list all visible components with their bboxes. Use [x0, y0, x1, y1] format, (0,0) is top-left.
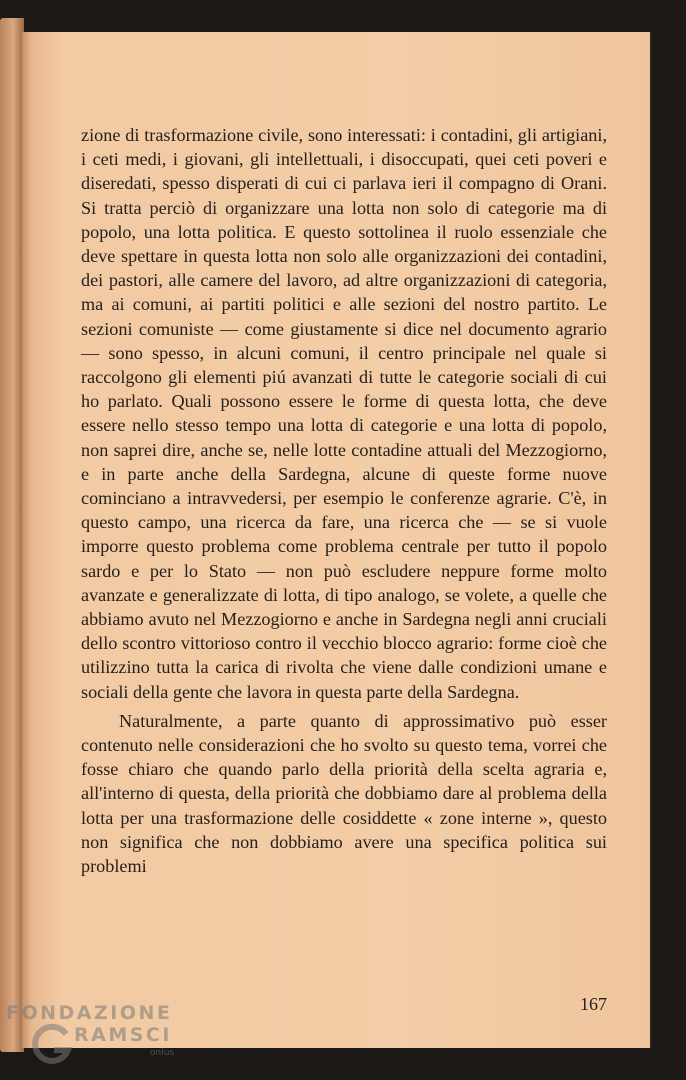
watermark-suffix: onlus: [150, 1048, 175, 1058]
previous-page-edge: [0, 18, 24, 1052]
page-number: 167: [580, 994, 607, 1014]
paragraph-2: Naturalmente, a parte quanto di approssimativo può esser contenuto nelle considerazioni che ho svolto su questo tema, vorrei che fosse chiaro che quando parlo della priorità della scelta agraria e, all'interno di questa, della priorità che dobbiamo dare al problema della lotta per una trasformazione delle cosiddette « zone interne », questo non significa che non dobbiamo avere una specifica politica sui problemi: [81, 710, 607, 877]
body-text: [81, 123, 607, 878]
watermark-line-1: FONDAZIONE: [6, 1002, 173, 1024]
fondazione-gramsci-watermark: [4, 1002, 244, 1078]
watermark-line-2: RAMSCI: [74, 1024, 172, 1046]
book-page: [22, 32, 650, 1048]
gramsci-g-logo-icon: [30, 1022, 76, 1068]
paragraph-1: zione di trasformazione civile, sono interessati: i contadini, gli artigiani, i ceti medi, i giovani, gli intellettuali, i disoccupati, quei ceti poveri e diseredati, spesso disperati di cui ci parlava ieri il compagno di Orani. Si tratta perciò di organizzare una lotta non solo di categorie ma di popolo, una lotta politica. E questo sottolinea il ruolo essenziale che deve spettare in questa lotta non solo alle organizzazioni dei contadini, dei pastori, alle camere del lavoro, ad altre organizzazioni di categoria, ma ai comuni, ai partiti politici e alle sezioni del nostro partito. Le sezioni comuniste — come giustamente si dice nel documento agrario — sono spesso, in alcuni comuni, il centro principale nel quale si raccolgono gli elementi piú avanzati di tutte le categorie sociali di cui ho parlato. Quali possono essere le forme di questa lotta, che deve essere nello stesso tempo una lotta di categorie e una lotta di popolo, non saprei dire, anche se, nelle lotte contadine attuali del Mezzogiorno, e in parte anche della Sardegna, alcune di queste forme nuove cominciano a intravvedersi, per esempio le conferenze agrarie. C'è, in questo campo, una ricerca da fare, una ricerca che — se si vuole imporre questo problema come problema centrale per tutto il popolo sardo e per lo Stato — non può escludere neppure forme molto avanzate e generalizzate di lotta, di tipo analogo, se volete, a quelle che abbiamo avuto nel Mezzogiorno e anche in Sardegna negli anni cruciali dello scontro vittorioso contro il vecchio blocco agrario: forme cioè che utilizzino tutta la carica di rivolta che viene dalle condizioni umane e sociali della gente che lavora in questa parte della Sardegna.: [81, 125, 607, 702]
